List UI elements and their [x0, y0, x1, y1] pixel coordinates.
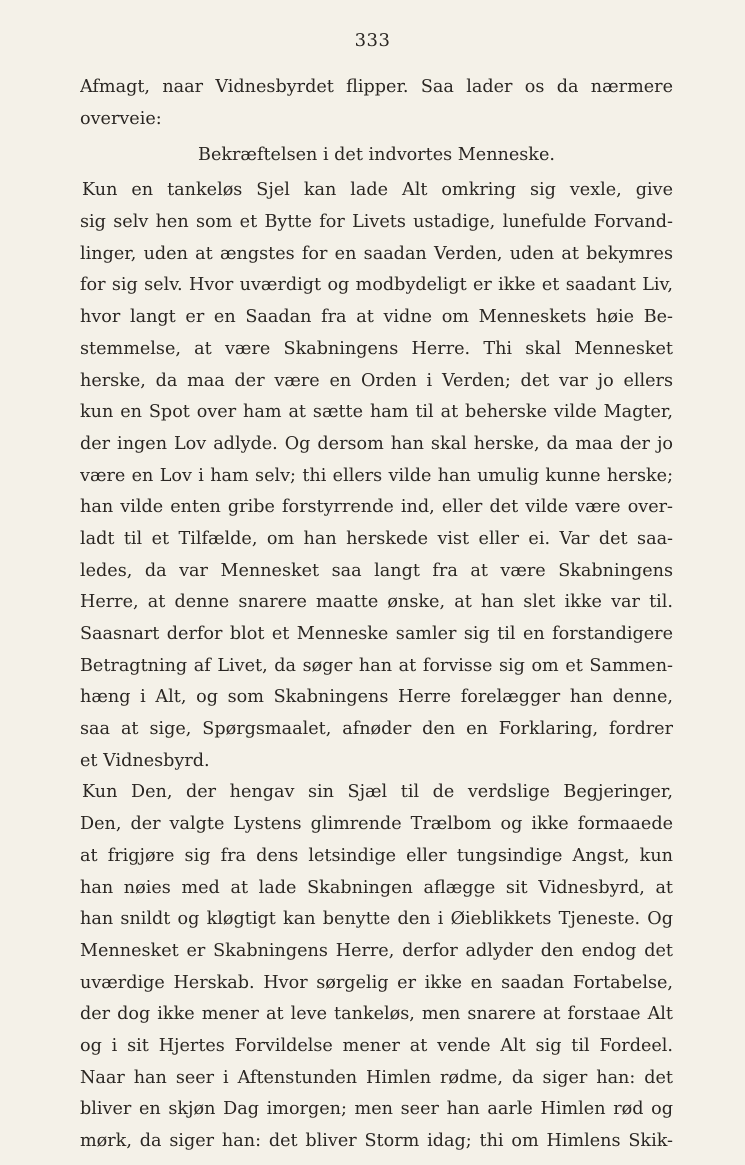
- text-line: Mennesket er Skabningens Herre, derfor adlyder den endog det: [80, 940, 673, 961]
- text-line: der ingen Lov adlyde. Og dersom han skal herske, da maa der jo: [80, 433, 673, 454]
- text-line: Kun en tankeløs Sjel kan lade Alt omkring sig vexle, give: [82, 180, 673, 201]
- text-line: Naar han seer i Aftenstunden Himlen rødme, da siger han: det: [80, 1067, 673, 1088]
- text-line: hvor langt er en Saadan fra at vidne om Menneskets høie Be-: [80, 307, 673, 328]
- text-line: Kun Den, der hengav sin Sjæl til de verdslige Begjeringer,: [82, 782, 673, 803]
- text-line: være en Lov i ham selv; thi ellers vilde han umulig kunne herske;: [80, 465, 673, 486]
- text-line: Betragtning af Livet, da søger han at forvisse sig om et Sammen-: [80, 655, 673, 676]
- text-line: sig selv hen som et Bytte for Livets ustadige, lunefulde Forvand-: [80, 212, 673, 233]
- text-line: der dog ikke mener at leve tankeløs, men snarere at forstaae Alt: [80, 1004, 673, 1025]
- text-line: uværdige Herskab. Hvor sørgelig er ikke en saadan Fortabelse,: [80, 972, 673, 993]
- text-line: hæng i Alt, og som Skabningens Herre forelægger han denne,: [80, 687, 673, 708]
- page-number: 333: [354, 30, 391, 51]
- section-heading: Bekræftelsen i det indvortes Menneske.: [198, 145, 555, 166]
- text-line: Afmagt, naar Vidnesbyrdet flipper. Saa lader os da nærmere: [80, 77, 673, 97]
- text-line: han snildt og kløgtigt kan benytte den i Øieblikkets Tjeneste. Og: [80, 909, 673, 930]
- text-line: Saasnart derfor blot et Menneske samler sig til en forstandigere: [80, 624, 673, 644]
- text-line: mørk, da siger han: det bliver Storm idag; thi om Himlens Skik-: [80, 1131, 673, 1151]
- text-block: [80, 72, 673, 1158]
- text-line: Den, der valgte Lystens glimrende Trælbom og ikke formaaede: [80, 814, 673, 835]
- text-line: ledes, da var Mennesket saa langt fra at være Skabningens: [80, 560, 673, 581]
- text-line: han vilde enten gribe forstyrrende ind, eller det vilde være over-: [80, 497, 673, 518]
- text-line: han nøies med at lade Skabningen aflægge sit Vidnesbyrd, at: [80, 877, 673, 898]
- text-line: Herre, at denne snarere maatte ønske, at han slet ikke var til.: [80, 592, 673, 613]
- text-line: ladt til et Tilfælde, om han herskede vist eller ei. Var det saa-: [80, 528, 673, 549]
- text-line: kun en Spot over ham at sætte ham til at beherske vilde Magter,: [80, 402, 673, 423]
- text-line: bliver en skjøn Dag imorgen; men seer han aarle Himlen rød og: [80, 1099, 673, 1120]
- text-line: overveie:: [80, 108, 162, 129]
- text-line: et Vidnesbyrd.: [80, 750, 210, 771]
- text-line: saa at sige, Spørgsmaalet, afnøder den en Forklaring, fordrer: [80, 719, 673, 740]
- text-line: herske, da maa der være en Orden i Verden; det var jo ellers: [80, 370, 673, 391]
- text-line: linger, uden at ængstes for en saadan Verden, uden at bekymres: [80, 243, 673, 264]
- text-line: stemmelse, at være Skabningens Herre. Thi skal Mennesket: [80, 338, 673, 359]
- text-line: og i sit Hjertes Forvildelse mener at vende Alt sig til Fordeel.: [80, 1035, 673, 1056]
- text-line: at frigjøre sig fra dens letsindige eller tungsindige Angst, kun: [80, 845, 673, 866]
- text-line: for sig selv. Hvor uværdigt og modbydeligt er ikke et saadant Liv,: [80, 275, 673, 296]
